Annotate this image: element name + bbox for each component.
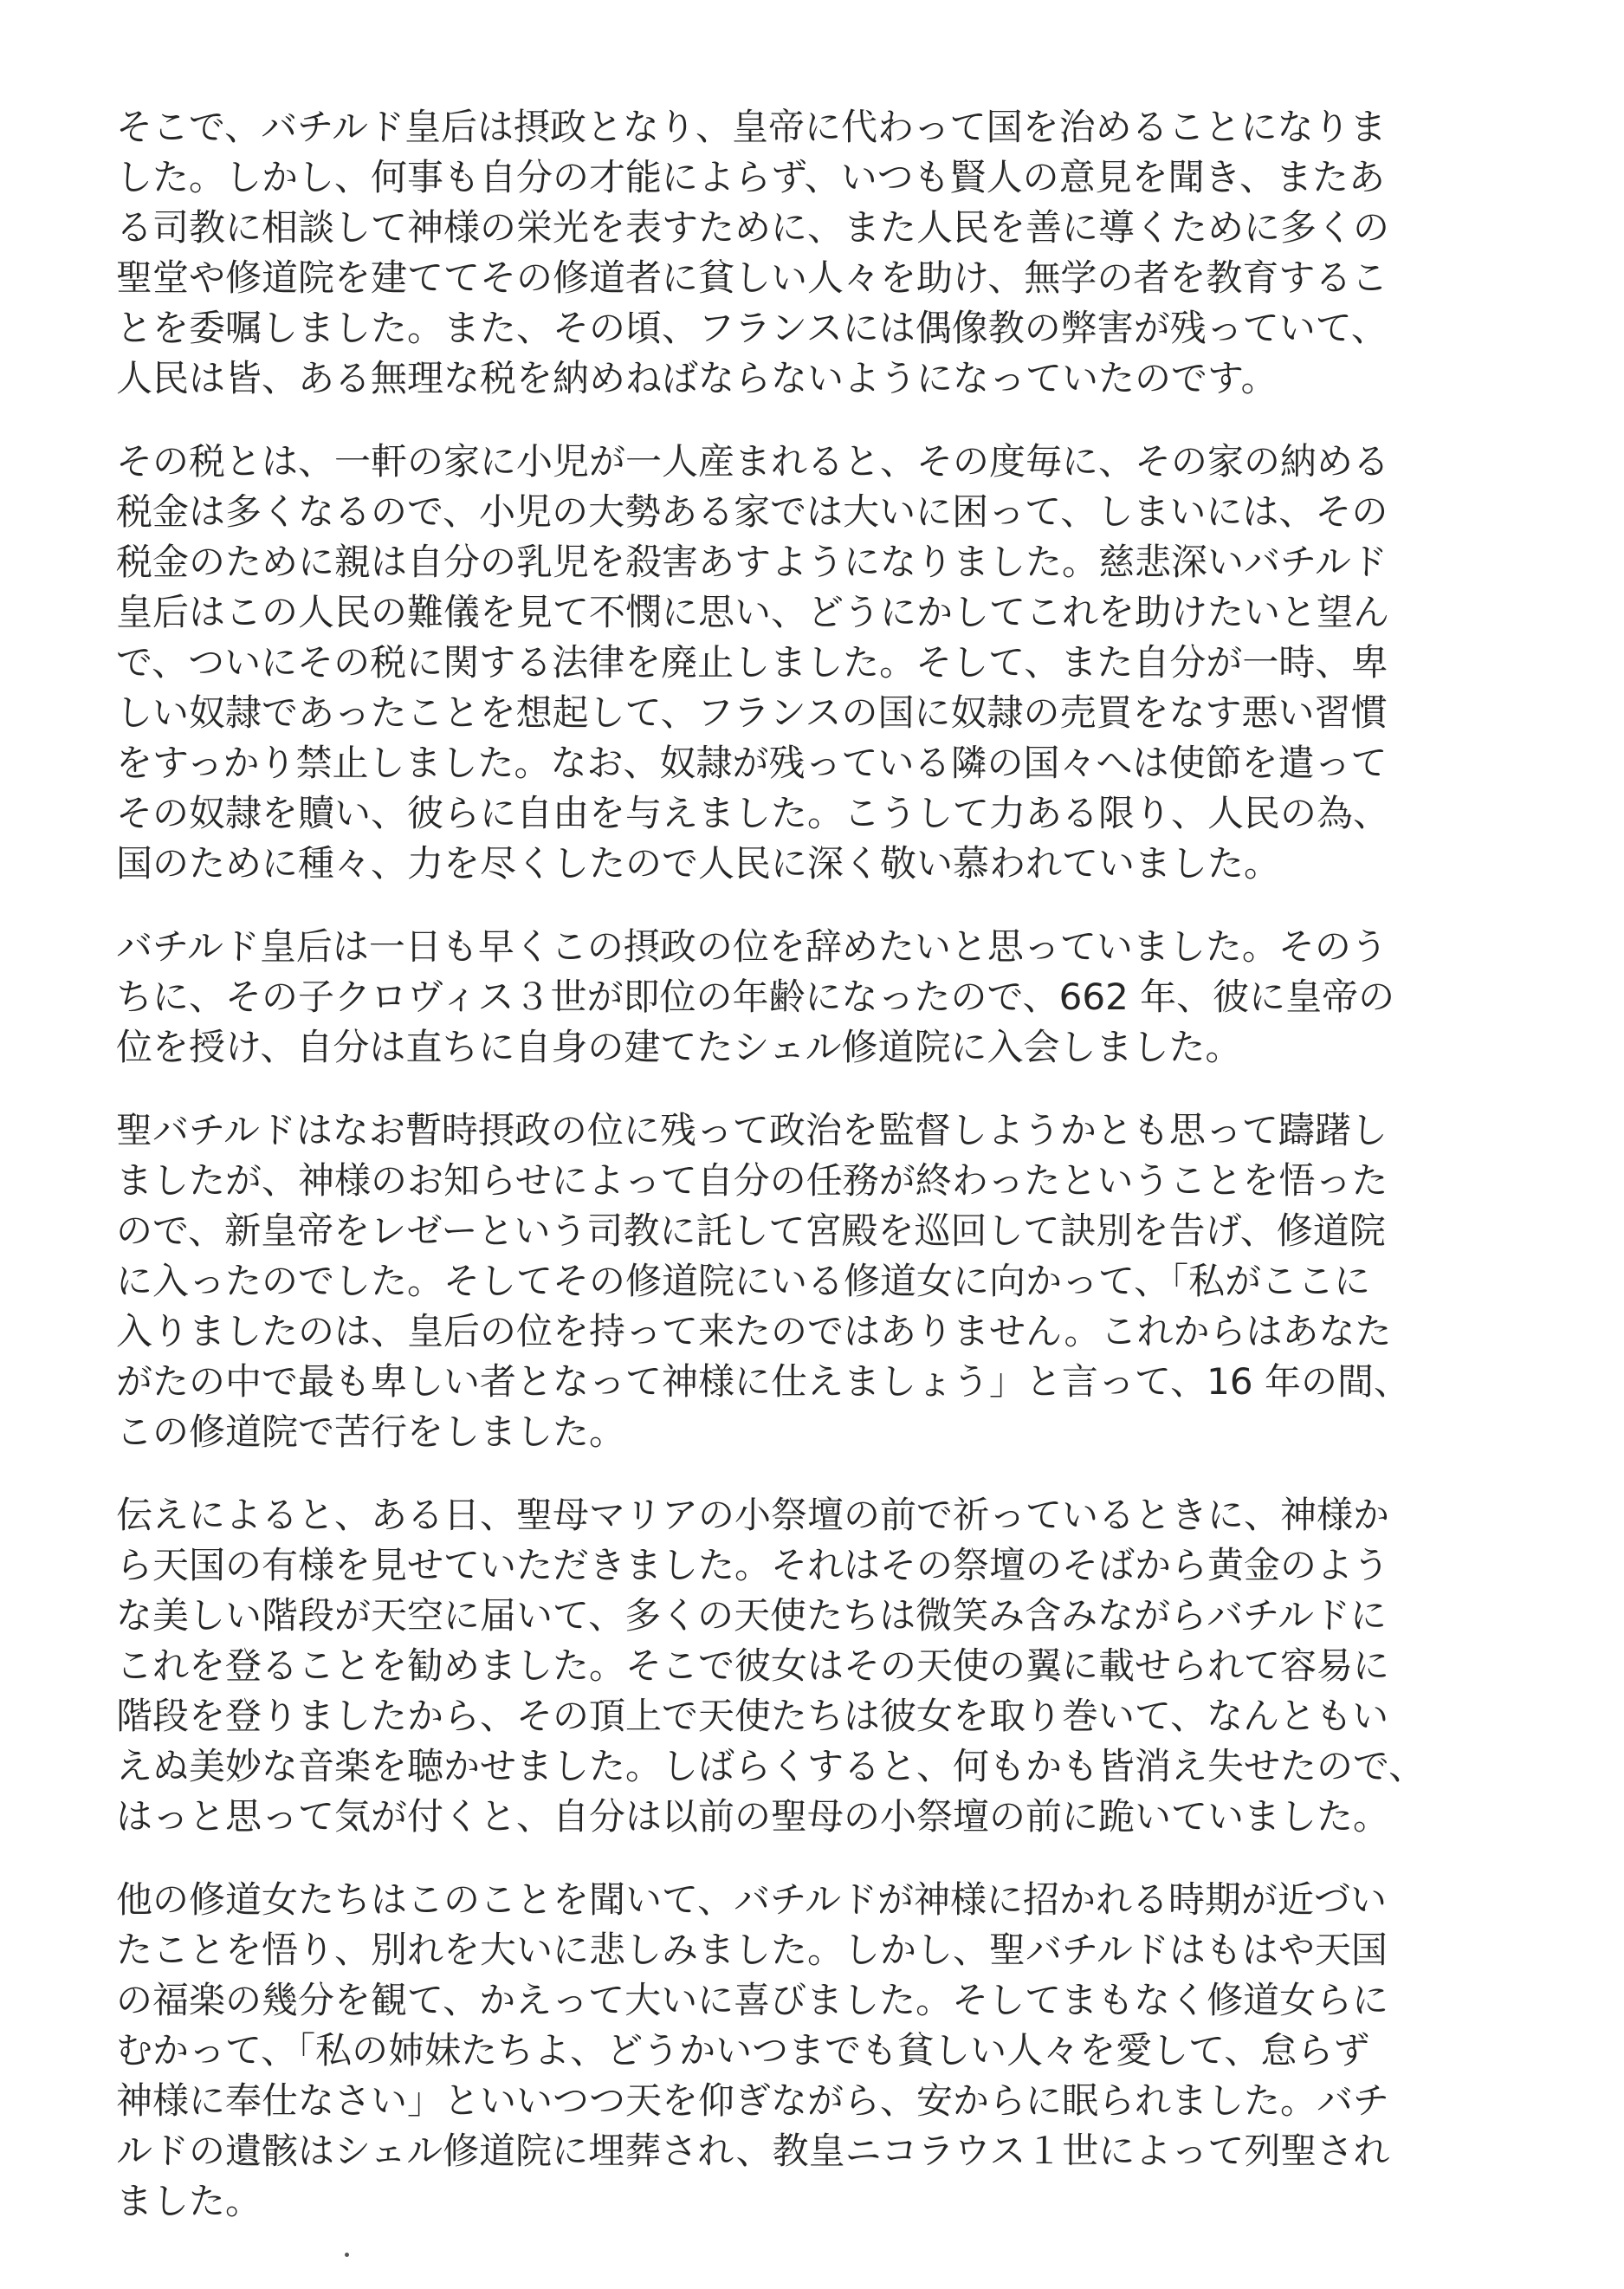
text-line: 神様に奉仕なさい」といいつつ天を仰ぎながら、安からに眠られました。バチ xyxy=(116,2079,1390,2122)
text-line: えぬ美妙な音楽を聴かせました。しばらくすると、何もかも皆消え失せたので、 xyxy=(116,1745,1426,1787)
text-line: な美しい階段が天空に届いて、多くの天使たちは微笑み含みながらバチルドに xyxy=(116,1594,1388,1637)
paragraph-6 xyxy=(116,1875,1502,2227)
text-line: これを登ることを勧めました。そこで彼女はその天使の翼に載せられて容易に xyxy=(116,1644,1390,1687)
text-line: ましたが、神様のお知らせによって自分の任務が終わったということを悟った xyxy=(116,1159,1388,1202)
text-line: ました。 xyxy=(116,2180,262,2222)
text-line: ので、新皇帝をレゼーという司教に託して宮殿を巡回して訣別を告げ、修道院 xyxy=(116,1209,1386,1252)
text-line: 聖バチルドはなお暫時摂政の位に残って政治を監督しようかとも思って躊躇し xyxy=(116,1109,1388,1151)
scan-speck xyxy=(345,2253,349,2257)
text-line: した。しかし、何事も自分の才能によらず、いつも賢人の意見を聞き、またあ xyxy=(116,156,1385,198)
text-line: ルドの遺骸はシェル修道院に埋葬され、教皇ニコラウス１世によって列聖され xyxy=(116,2130,1390,2172)
text-line: そこで、バチルド皇后は摂政となり、皇帝に代わって国を治めることになりま xyxy=(116,106,1387,148)
text-line: がたの中で最も卑しい者となって神様に仕えましょう」と言って、16 年の間、 xyxy=(116,1360,1410,1403)
text-line: 階段を登りましたから、その頂上で天使たちは彼女を取り巻いて、なんともい xyxy=(116,1695,1389,1737)
text-line: る司教に相談して神様の栄光を表すために、また人民を善に導くために多くの xyxy=(116,206,1390,249)
text-line: に入ったのでした。そしてその修道院にいる修道女に向かって、「私がここに xyxy=(116,1260,1371,1302)
text-line: この修道院で苦行をしました。 xyxy=(116,1410,626,1453)
text-line: 税金のために親は自分の乳児を殺害あすようになりました。慈悲深いバチルド xyxy=(116,541,1388,583)
text-line: とを委嘱しました。また、その頃、フランスには偶像教の弊害が残っていて、 xyxy=(116,307,1388,349)
text-line: の福楽の幾分を観て、かえって大いに喜びました。そしてまもなく修道女らに xyxy=(116,1979,1389,2021)
text-line: その奴隷を贖い、彼らに自由を与えました。こうして力ある限り、人民の為、 xyxy=(116,792,1390,834)
text-line: その税とは、一軒の家に小児が一人産まれると、その度毎に、その家の納める xyxy=(116,440,1390,483)
paragraph-2 xyxy=(116,437,1502,889)
text-line: バチルド皇后は一日も早くこの摂政の位を辞めたいと思っていました。そのう xyxy=(116,925,1388,968)
text-line: 聖堂や修道院を建ててその修道者に貧しい人々を助け、無学の者を教育するこ xyxy=(116,256,1388,299)
paragraph-4 xyxy=(116,1106,1502,1457)
text-line: 伝えによると、ある日、聖母マリアの小祭壇の前で祈っているときに、神様か xyxy=(116,1494,1390,1536)
text-line: 位を授け、自分は直ちに自身の建てたシェル修道院に入会しました。 xyxy=(116,1026,1242,1068)
text-line: 人民は皆、ある無理な税を納めねばならないようになっていたのです。 xyxy=(116,357,1278,399)
text-line: 税金は多くなるので、小児の大勢ある家では大いに困って、しまいには、その xyxy=(116,490,1388,533)
text-line: 入りましたのは、皇后の位を持って来たのではありません。これからはあなた xyxy=(116,1310,1392,1352)
text-line: で、ついにその税に関する法律を廃止しました。そして、また自分が一時、卑 xyxy=(116,641,1388,684)
body-text xyxy=(116,102,1502,2260)
text-line: 国のために種々、力を尽くしたので人民に深く敬い慕われていました。 xyxy=(116,842,1281,885)
text-line: ちに、その子クロヴィス３世が即位の年齢になったので、662 年、彼に皇帝の xyxy=(116,976,1395,1018)
text-line: たことを悟り、別れを大いに悲しみました。しかし、聖バチルドはもはや天国 xyxy=(116,1929,1388,1971)
text-line: はっと思って気が付くと、自分は以前の聖母の小祭壇の前に跪いていました。 xyxy=(116,1795,1390,1838)
text-line: 皇后はこの人民の難儀を見て不憫に思い、どうにかしてこれを助けたいと望ん xyxy=(116,591,1390,633)
paragraph-5 xyxy=(116,1490,1502,1842)
paragraph-1 xyxy=(116,102,1502,404)
text-line: 他の修道女たちはこのことを聞いて、バチルドが神様に招かれる時期が近づい xyxy=(116,1878,1388,1921)
text-line: ら天国の有様を見せていただきました。それはその祭壇のそばから黄金のよう xyxy=(116,1544,1390,1586)
text-line: むかって、「私の姉妹たちよ、どうかいつまでも貧しい人々を愛して、怠らず xyxy=(116,2029,1370,2072)
text-line: をすっかり禁止しました。なお、奴隷が残っている隣の国々へは使節を遣って xyxy=(116,742,1388,784)
paragraph-3 xyxy=(116,922,1502,1073)
text-line: しい奴隷であったことを想起して、フランスの国に奴隷の売買をなす悪い習慣 xyxy=(116,691,1388,734)
